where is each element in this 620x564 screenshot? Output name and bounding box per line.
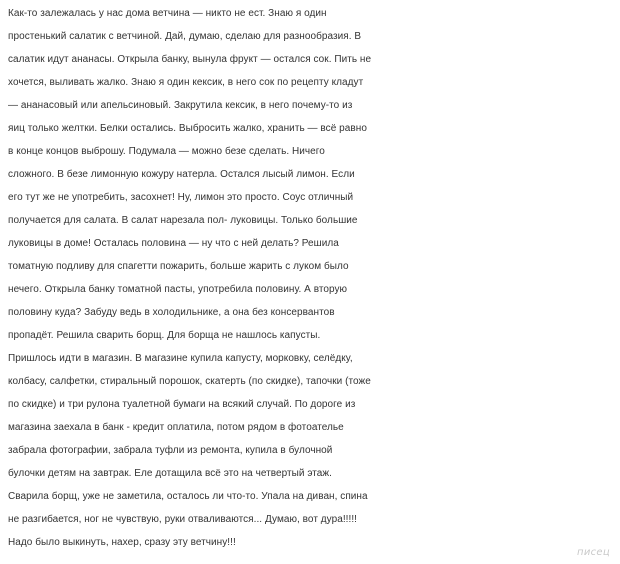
text-line: томатную подливу для спагетти пожарить, больше жарить с луком было — [8, 261, 349, 272]
text-line: в конце концов выброшу. Подумала — можно безе сделать. Ничего — [8, 146, 325, 157]
text-line: Как-то залежалась у нас дома ветчина — никто не ест. Знаю я один — [8, 8, 327, 19]
text-line: нечего. Открыла банку томатной пасты, употребила половину. А вторую — [8, 284, 348, 295]
text-line: хочется, выливать жалко. Знаю я один кексик, в него сок по рецепту кладут — [8, 77, 364, 88]
text-line: колбасу, салфетки, стиральный порошок, скатерть (по скидке), тапочки (тоже — [8, 376, 371, 387]
text-line: простенький салатик с ветчиной. Дай, думаю, сделаю для разнообразия. В — [8, 31, 362, 42]
text-line: магазина заехала в банк - кредит оплатила, потом рядом в фотоателье — [8, 422, 344, 433]
text-line: не разгибается, ног не чувствую, руки отваливаются... Думаю, вот дура!!!!! — [8, 514, 357, 525]
text-line: пропадёт. Решила сварить борщ. Для борща не нашлось капусты. — [8, 330, 321, 341]
text-line: по скидке) и три рулона туалетной бумаги на всякий случай. По дороге из — [8, 399, 356, 410]
text-line: забрала фотографии, забрала туфли из ремонта, купила в булочной — [8, 445, 333, 456]
story-text — [8, 2, 618, 554]
text-line: Пришлось идти в магазин. В магазине купила капусту, морковку, селёдку, — [8, 353, 353, 364]
text-line: салатик идут ананасы. Открыла банку, вынула фрукт — остался сок. Пить не — [8, 54, 372, 65]
text-line: сложного. В безе лимонную кожуру натерла. Остался лысый лимон. Если — [8, 169, 355, 180]
watermark: писец — [577, 547, 610, 558]
text-line: его тут же не употребить, засохнет! Ну, лимон это просто. Соус отличный — [8, 192, 354, 203]
text-line: Сварила борщ, уже не заметила, осталось ли что-то. Упала на диван, спина — [8, 491, 368, 502]
text-line: булочки детям на завтрак. Еле дотащила всё это на четвертый этаж. — [8, 468, 332, 479]
text-line: луковицы в доме! Осталась половина — ну что с ней делать? Решила — [8, 238, 339, 249]
text-line: — ананасовый или апельсиновый. Закрутила кексик, в него почему-то из — [8, 100, 353, 111]
text-line: получается для салата. В салат нарезала пол- луковицы. Только большие — [8, 215, 358, 226]
text-line: Надо было выкинуть, нахер, сразу эту ветчину!!! — [8, 537, 236, 548]
text-line: половину куда? Забуду ведь в холодильнике, а она без консервантов — [8, 307, 335, 318]
text-line: яиц только желтки. Белки остались. Выбросить жалко, хранить — всё равно — [8, 123, 367, 134]
